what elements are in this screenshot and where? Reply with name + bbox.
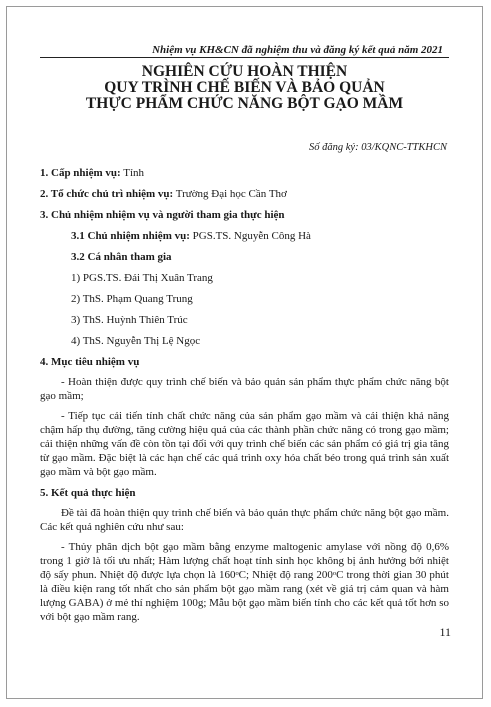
- section-4-heading: 4. Mục tiêu nhiệm vụ: [40, 356, 140, 368]
- objective-paragraph-2: - Tiếp tục cải tiến tính chất chức năng của sản phẩm gạo mầm và cải thiện khả năng chậm hấp thụ đường, tăng cường hiệu quả của các thành phần chức năng có trong gạo mầm; cải thiện những vấn đề còn tồn tại đối với quy trình chế biến các sản phẩm có giá trị gia tăng từ gạo mầm. Đặc biệt là các hạn chế các quá trình oxy hóa chất béo trong quá trình sản xuất gạo mầm và bột gạo mầm.: [40, 410, 449, 478]
- result-paragraph-2: - Thủy phân dịch bột gạo mầm bằng enzyme maltogenic amylase với nồng độ 0,6% trong 1 giờ là tối ưu nhất; Hàm lượng chất hoạt tính sinh học không bị ảnh hưởng bởi nhiệt độ sấy phun. Nhiệt độ được lựa chọn là 160ᵒC; Nhiệt độ rang 200ᵒC trong thời gian 30 phút là điều kiện rang tốt nhất cho sản phẩm bột gạo mầm rang (xét về giá trị cảm quan và hàm lượng GABA) ở mẻ thí nghiệm 100g; Mẫu bột gạo mầm biến tính cho các kết quả tốt hơn so với bột gạo mầm rang.: [40, 541, 449, 623]
- title-line-1: NGHIÊN CỨU HOÀN THIỆN: [141, 63, 348, 80]
- participant-item: 4) ThS. Nguyễn Thị Lệ Ngọc: [71, 335, 201, 347]
- section-3-1-label: 3.1 Chủ nhiệm nhiệm vụ:: [71, 230, 190, 242]
- section-3-1-value: PGS.TS. Nguyễn Công Hà: [189, 230, 311, 242]
- section-2-value: Trường Đại học Cần Thơ: [173, 188, 287, 200]
- objective-paragraph-1: - Hoàn thiện được quy trình chế biến và bảo quản sản phẩm thực phẩm chức năng bột gạo mầm;: [40, 376, 449, 402]
- section-1: [40, 166, 449, 180]
- section-1-label: 1. Cấp nhiệm vụ:: [40, 167, 121, 179]
- section-3-heading: 3. Chủ nhiệm nhiệm vụ và người tham gia thực hiện: [40, 209, 285, 221]
- section-2: [40, 187, 449, 201]
- section-3-2-heading: 3.2 Cá nhân tham gia: [71, 251, 172, 263]
- document-body: [40, 162, 449, 624]
- section-2-label: 2. Tổ chức chủ trì nhiệm vụ:: [40, 188, 174, 200]
- page-number: 11: [439, 625, 451, 639]
- running-head: Nhiệm vụ KH&CN đã nghiệm thu và đăng ký kết quả năm 2021: [152, 44, 443, 56]
- document-title: [40, 64, 449, 112]
- title-line-2: QUY TRÌNH CHẾ BIẾN VÀ BẢO QUẢN: [104, 79, 385, 96]
- participant-item: 2) ThS. Phạm Quang Trung: [71, 293, 193, 305]
- section-1-value: Tỉnh: [120, 167, 145, 179]
- participant-item: 1) PGS.TS. Đái Thị Xuân Trang: [71, 272, 213, 284]
- title-line-3: THỰC PHẨM CHỨC NĂNG BỘT GẠO MẦM: [85, 95, 404, 112]
- result-paragraph-1: Đề tài đã hoàn thiện quy trình chế biến và bảo quản thực phẩm chức năng bột gạo mầm. Các kết quả nghiên cứu như sau:: [40, 507, 449, 533]
- participant-item: 3) ThS. Huỳnh Thiên Trúc: [71, 314, 188, 326]
- section-3-1: [40, 229, 449, 243]
- header-rule: [40, 57, 449, 58]
- section-5-heading: 5. Kết quả thực hiện: [40, 487, 136, 499]
- registration-number: Số đăng ký: 03/KQNC-TTKHCN: [309, 142, 447, 153]
